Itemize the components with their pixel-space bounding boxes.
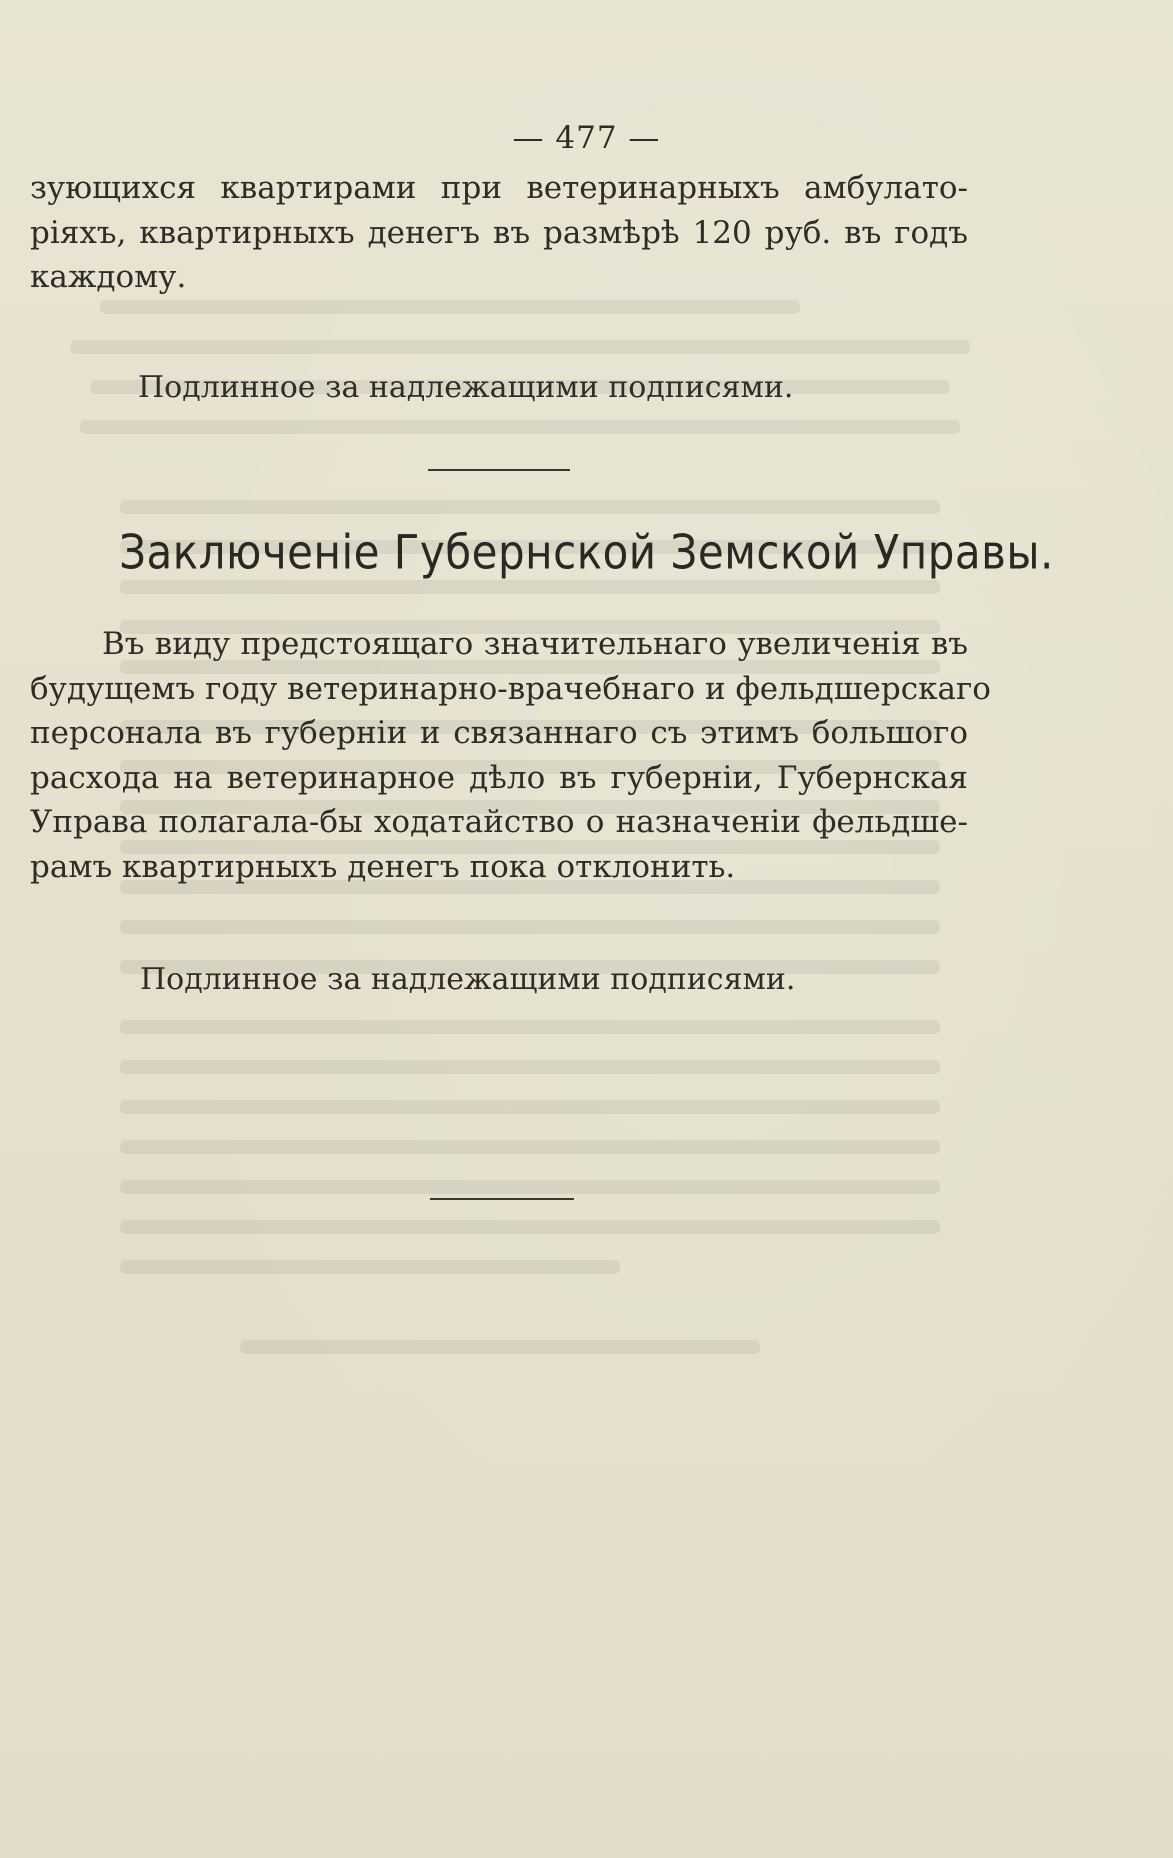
signature-note-2: Подлинное за надлежащими подписями. bbox=[140, 962, 796, 997]
paragraph-1-line: ріяхъ, квартирныхъ денегъ въ размѣрѣ 120 руб. въ годъ bbox=[30, 214, 968, 251]
bleed-through-texture bbox=[60, 300, 1120, 1620]
paragraph-2-line: Въ виду предстоящаго значительнаго увеличенія въ bbox=[102, 626, 968, 662]
paragraph-2-line: Управа полагала-бы ходатайство о назначеніи фельдше- bbox=[30, 804, 968, 840]
paragraph-2-line: персонала въ губерніи и связаннаго съ этимъ большого bbox=[30, 715, 968, 751]
paragraph-1-line: каждому. bbox=[30, 259, 187, 295]
paragraph-1-line: зующихся квартирами при ветеринарныхъ амбулато- bbox=[30, 170, 968, 206]
paragraph-2-line: будущемъ году ветеринарно-врачебнаго и фельдшерскаго bbox=[30, 670, 991, 707]
paragraph-2-line: расхода на ветеринарное дѣло въ губерніи, Губернская bbox=[30, 759, 968, 796]
paragraph-2-line: рамъ квартирныхъ денегъ пока отклонить. bbox=[30, 848, 736, 885]
paragraph-2 bbox=[30, 622, 991, 889]
page-number: — 477 — bbox=[512, 120, 661, 156]
separator-rule-2 bbox=[430, 1198, 574, 1200]
separator-rule-1 bbox=[428, 469, 570, 471]
section-heading: Заключеніе Губернской Земской Управы. bbox=[119, 525, 1054, 580]
signature-note-1: Подлинное за надлежащими подписями. bbox=[138, 370, 794, 405]
paragraph-1 bbox=[30, 166, 968, 300]
